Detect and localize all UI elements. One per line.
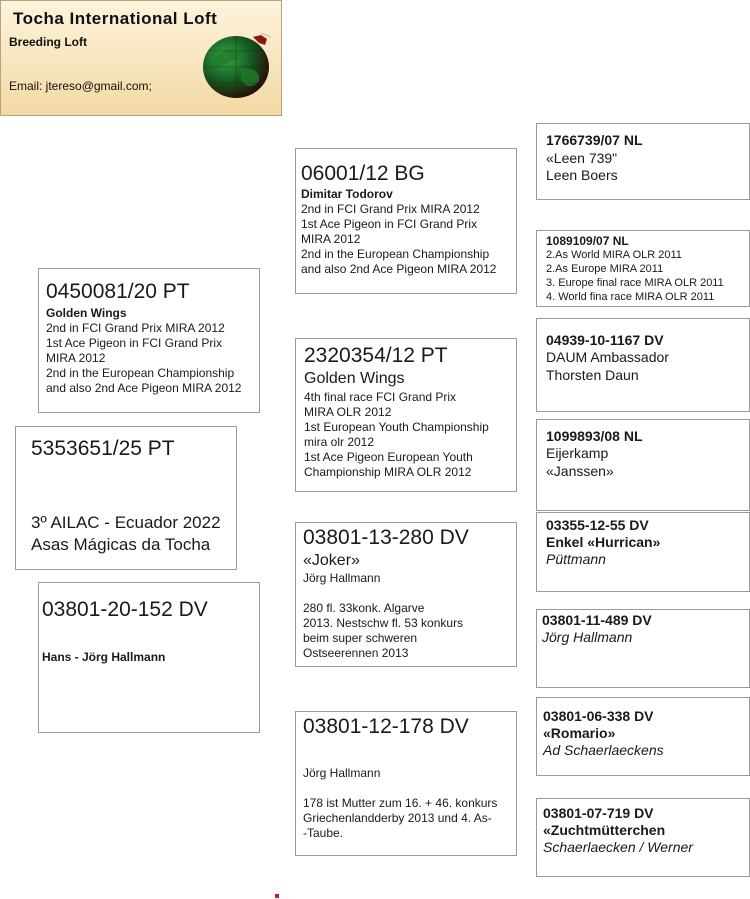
grandparent-card-3[interactable] <box>295 522 517 667</box>
globe-icon <box>201 31 273 101</box>
great-grandparent-card-5[interactable] <box>536 512 750 592</box>
owner-name: Leen Boers <box>546 167 618 183</box>
info-line: 2.As Europe MIRA 2011 <box>546 263 664 275</box>
info-line: 2013. Nestschw fl. 53 konkurs <box>303 616 464 630</box>
info-line: 4th final race FCI Grand Prix <box>304 390 457 404</box>
grandparent-card-2[interactable] <box>295 338 517 492</box>
info-line: 1st European Youth Championship <box>304 420 489 434</box>
pigeon-name: «Zuchtmütterchen <box>543 822 666 838</box>
owner-name: Jörg Hallmann <box>303 766 381 780</box>
loft-email[interactable]: Email: jtereso@gmail.com; <box>9 79 152 93</box>
info-line: mira olr 2012 <box>304 435 375 449</box>
grandparent-card-4[interactable] <box>295 711 517 856</box>
great-grandparent-card-7[interactable] <box>536 697 750 776</box>
owner-name: Hans - Jörg Hallmann <box>42 650 166 664</box>
info-line: Ostseerennen 2013 <box>303 646 409 660</box>
achievement: 3º AILAC - Ecuador 2022 <box>31 513 221 532</box>
ring-number: 03355-12-55 DV <box>546 517 649 533</box>
info-line: and also 2nd Ace Pigeon MIRA 2012 <box>301 262 497 276</box>
loft-header-card <box>0 0 282 116</box>
ring-number: 5353651/25 PT <box>31 437 175 460</box>
sire-card[interactable] <box>38 268 260 413</box>
ring-number: 04939-10-1167 DV <box>546 332 664 348</box>
great-grandparent-card-1[interactable] <box>536 123 750 200</box>
pigeon-name: DAUM Ambassador <box>546 349 669 365</box>
info-line: 2nd in the European Championship <box>301 247 490 261</box>
info-line: 178 ist Mutter zum 16. + 46. konkurs <box>303 796 498 810</box>
ring-number: 1089109/07 NL <box>546 234 629 248</box>
info-line: 2nd in the European Championship <box>46 366 235 380</box>
info-line: 2.As World MIRA OLR 2011 <box>546 249 682 261</box>
ring-number: 03801-20-152 DV <box>42 598 208 621</box>
owner-name: Thorsten Daun <box>546 367 639 383</box>
owner-name: «Janssen» <box>546 463 614 479</box>
ring-number: 2320354/12 PT <box>304 344 448 367</box>
info-line: 4. World fina race MIRA OLR 2011 <box>546 291 715 303</box>
pigeon-name: «Joker» <box>303 552 360 569</box>
ring-number: 1766739/07 NL <box>546 132 643 148</box>
subject-pigeon-card[interactable] <box>15 426 237 570</box>
info-line: 1st Ace Pigeon in FCI Grand Prix <box>46 336 223 350</box>
info-line: 2nd in FCI Grand Prix MIRA 2012 <box>301 202 480 216</box>
info-line: 1st Ace Pigeon in FCI Grand Prix <box>301 217 478 231</box>
info-line: beim super schweren <box>303 631 418 645</box>
pigeon-name: «Leen 739" <box>546 150 618 166</box>
ring-number: 0450081/20 PT <box>46 280 190 303</box>
info-line: 3. Europe final race MIRA OLR 2011 <box>546 277 724 289</box>
owner-name: Jörg Hallmann <box>303 571 381 585</box>
pigeon-name: «Romario» <box>543 725 616 741</box>
ring-number: 03801-11-489 DV <box>542 612 652 628</box>
ring-number: 03801-13-280 DV <box>303 526 469 549</box>
info-line: MIRA 2012 <box>301 232 361 246</box>
owner-name: Ad Schaerlaeckens <box>543 742 664 758</box>
loft-subtitle: Breeding Loft <box>9 35 87 49</box>
info-line: and also 2nd Ace Pigeon MIRA 2012 <box>46 381 242 395</box>
ring-number: 03801-06-338 DV <box>543 708 654 724</box>
great-grandparent-card-4[interactable] <box>536 419 750 511</box>
info-line: Championship MIRA OLR 2012 <box>304 465 472 479</box>
info-line: MIRA 2012 <box>46 351 106 365</box>
pigeon-name: Eijerkamp <box>546 445 609 461</box>
great-grandparent-card-2[interactable] <box>536 230 750 307</box>
ring-number: 03801-12-178 DV <box>303 715 469 738</box>
owner-name: Schaerlaecken / Werner <box>543 839 693 855</box>
dam-card[interactable] <box>38 582 260 733</box>
ring-number: 06001/12 BG <box>301 162 425 185</box>
great-grandparent-card-6[interactable] <box>536 609 750 688</box>
grandparent-card-1[interactable] <box>295 148 517 294</box>
info-line: Griechenlandderby 2013 und 4. As- <box>303 811 492 825</box>
pigeon-name: Asas Mágicas da Tocha <box>31 535 211 554</box>
info-line: 280 fl. 33konk. Algarve <box>303 601 425 615</box>
info-line: MIRA OLR 2012 <box>304 405 392 419</box>
great-grandparent-card-8[interactable] <box>536 798 750 877</box>
pigeon-name: Enkel «Hurrican» <box>546 534 661 550</box>
red-marker-dot <box>275 894 279 898</box>
info-line: 2nd in FCI Grand Prix MIRA 2012 <box>46 321 225 335</box>
owner-name: Jörg Hallmann <box>542 629 633 645</box>
pigeon-name: Golden Wings <box>46 306 127 320</box>
pigeon-name: Golden Wings <box>304 370 405 387</box>
info-line: -Taube. <box>303 826 344 840</box>
info-line: 1st Ace Pigeon European Youth <box>304 450 473 464</box>
owner-name: Püttmann <box>546 551 606 567</box>
ring-number: 03801-07-719 DV <box>543 805 654 821</box>
ring-number: 1099893/08 NL <box>546 428 643 444</box>
great-grandparent-card-3[interactable] <box>536 318 750 412</box>
loft-title: Tocha International Loft <box>13 9 218 28</box>
owner-name: Dimitar Todorov <box>301 187 393 201</box>
